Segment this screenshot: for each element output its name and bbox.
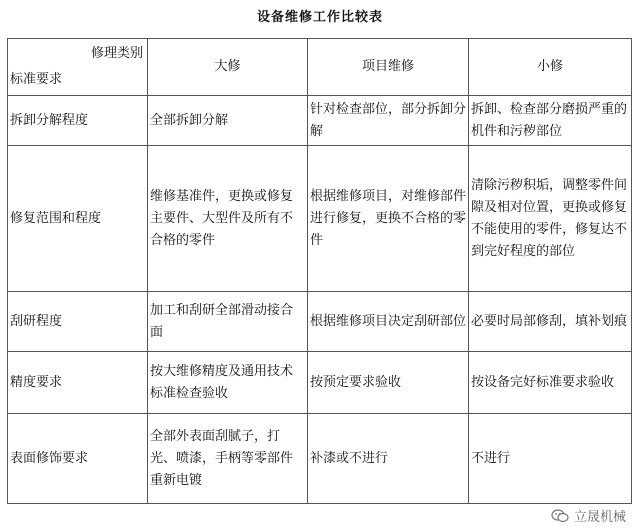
table-cell: 根据维修项目，对维修部件进行修复，更换不合格的零件 [308, 146, 469, 292]
table-row [8, 146, 632, 292]
column-header-project-repair: 项目维修 [308, 39, 469, 96]
table-row [8, 292, 632, 352]
table-cell: 必要时局部修刮，填补划痕 [469, 292, 632, 352]
watermark-text: 立晟机械 [573, 510, 626, 525]
table-cell: 清除污秽积垢，调整零件间隙及相对位置，更换或修复不能使用的零件，修复达不到完好程度的部位 [469, 146, 632, 292]
row-label: 拆卸分解程度 [8, 96, 148, 146]
row-label: 修复范围和程度 [8, 146, 148, 292]
table-cell: 加工和刮研全部滑动接合面 [148, 292, 308, 352]
table-title: 设备维修工作比较表 [256, 10, 383, 25]
table-cell: 全部外表面刮腻子，打光、喷漆，手柄等零部件重新电镀 [148, 414, 308, 504]
row-label: 表面修饰要求 [8, 414, 148, 504]
table-cell: 根据维修项目决定刮研部位 [308, 292, 469, 352]
table-cell: 按设备完好标准要求验收 [469, 352, 632, 414]
comparison-table [7, 38, 632, 504]
table-cell: 维修基准件，更换或修复主要件、大型件及所有不合格的零件 [148, 146, 308, 292]
table-row [8, 96, 632, 146]
column-header-minor-repair: 小修 [469, 39, 632, 96]
table-row [8, 352, 632, 414]
header-corner-cell [8, 39, 148, 96]
wechat-icon [551, 509, 569, 523]
table-cell: 针对检查部位，部分拆卸分解 [308, 96, 469, 146]
column-header-major-repair: 大修 [148, 39, 308, 96]
table-cell: 全部拆卸分解 [148, 96, 308, 146]
table-cell: 按预定要求验收 [308, 352, 469, 414]
row-label: 精度要求 [8, 352, 148, 414]
watermark [551, 506, 626, 525]
row-label: 刮研程度 [8, 292, 148, 352]
corner-label-standard: 标准要求 [10, 72, 63, 87]
table-row [8, 414, 632, 504]
table-cell: 拆卸、检查部分磨损严重的机件和污秽部位 [469, 96, 632, 146]
table-cell: 补漆或不进行 [308, 414, 469, 504]
header-row [8, 39, 632, 96]
table-cell: 不进行 [469, 414, 632, 504]
table-cell: 按大维修精度及通用技术标准检查验收 [148, 352, 308, 414]
corner-label-repair-type: 修理类别 [90, 46, 143, 61]
